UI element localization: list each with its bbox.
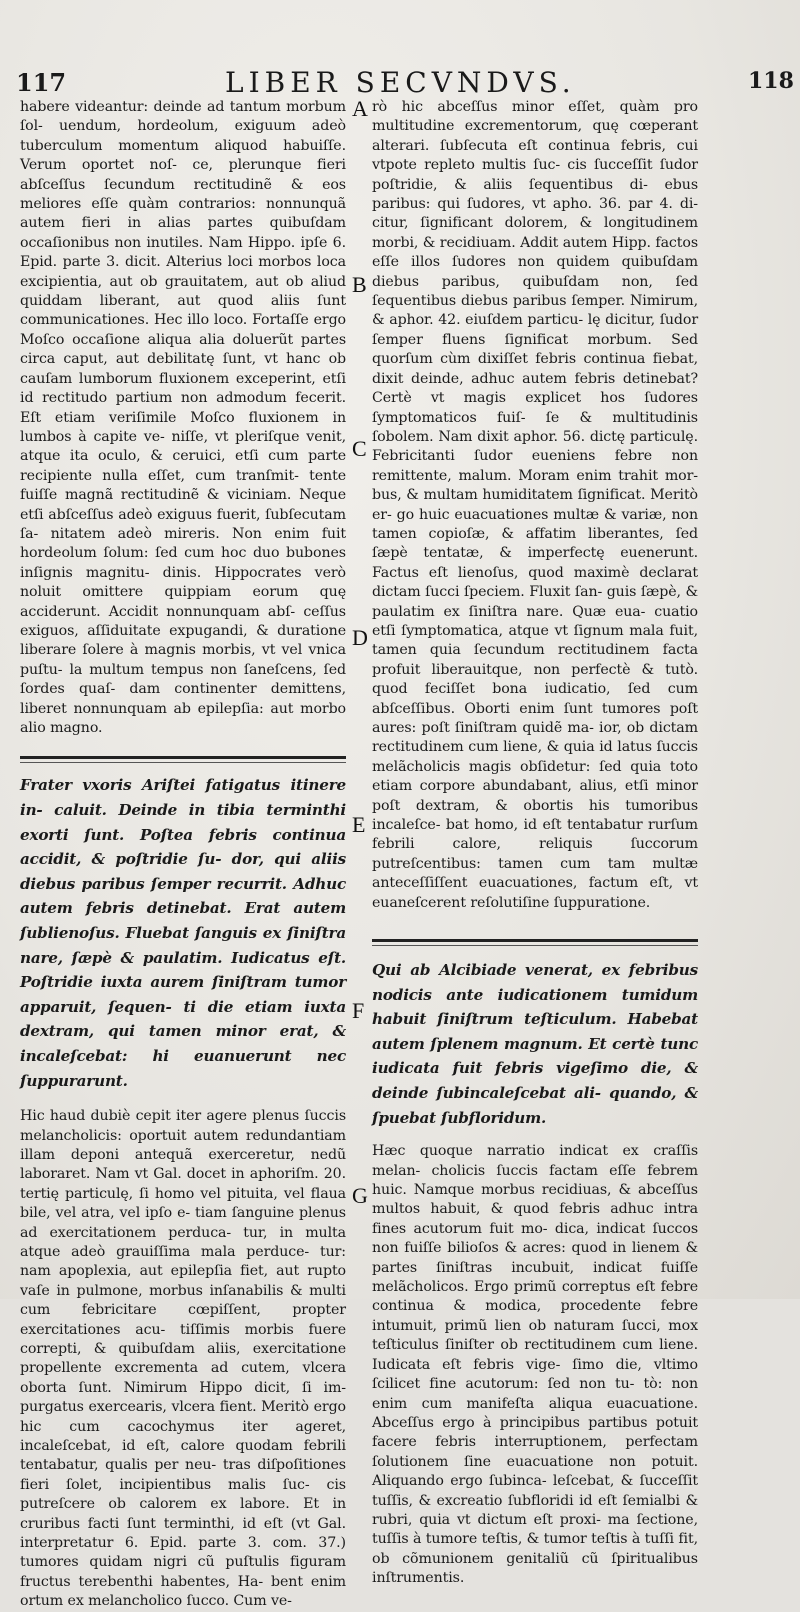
right-column [372,98,698,1589]
margin-letter-e: E [352,812,366,837]
running-title: LIBER SECVNDVS. [225,66,576,99]
margin-letter-b: B [352,272,367,297]
margin-letter-c: C [352,436,367,461]
folio-number-right: 118 [748,68,794,94]
left-column [20,98,346,1612]
commentary-paragraph: Hic haud dubiè cepit iter agere plenus ſuccis melancholicis: oportuit autem redundantiam illam deponi antequã exerceretur, nedũ laboraret. Nam vt Gal. docet in aphoriſm. 20. tertię particulę, ſi homo vel pituita, vel flaua bile, vel atra, vel ipſo e- tiam ſanguine plenus ad exercitationem perduca- tur, in multa atque adeò grauiſſima mala perduce- tur: nam apoplexia, aut epilepſia fiet, aut rupto vaſe in pulmone, morbus inſanabilis & multi cum febricitare cœpiſſent, propter exercitationes acu- tiſſimis morbis fuere correpti, & quibuſdam aliis, exercitatione propellente excrementa ad cutem, vlcera oborta ſunt. Nimirum Hippo dicit, ſi im- purgatus exercearis, vlcera fient. Meritò ergo hic cum cacochymus iter ageret, incaleſcebat, id eſt, calore quodam febrili tentabatur, qualis per neu- tras diſpoſitiones fieri ſolet, incipientibus malis ſuc- cis putreſcere ob calorem ex labore. Et in cruribus facti ſunt terminthi, id eſt (vt Gal. interpretatur 6. Epid. parte 3. com. 37.) tumores quidam nigri cũ puſtulis figuram fructus terebenthi habentes, Ha- bent enim ortum ex melancholico ſucco. Cum ve- [20,1108,346,1610]
margin-letter-d: D [352,625,368,650]
margin-letter-g: G [352,1183,368,1208]
section-divider [20,756,346,759]
folio-number-left: 117 [16,68,67,97]
margin-letter-f: F [352,998,365,1023]
case-history: Qui ab Alcibiade venerat, ex febribus nodicis ante iudicationem tumidum habuit ſiniſtrum teſticulum. Habebat autem ſplenem magnum. Et certè tunc iudicata fuit febris vigeſimo die, & deinde ſubincaleſcebat ali- quando, & ſpuebat ſubfloridum. [372,961,698,1127]
margin-letter-a: A [352,96,368,121]
commentary-paragraph: rò hic abceſſus minor eſſet, quàm pro multitudine excrementorum, quę cœperant alterari. ſubſecuta eſt continua febris, cui vtpote repleto multis ſuc- cis ſucceſſit ſudor poſtridie, & aliis ſequentibus di- ebus paribus: qui ſudores, vt apho. 36. par 4. di- citur, ſignificant dolorem, & longitudinem morbi, & recidiuam. Addit autem Hipp. factos eſſe illos ſudores non quidem quibuſdam diebus paribus, quibuſdam non, ſed ſequentibus diebus paribus ſemper. Nimirum, & aphor. 42. eiuſdem particu- lę dicitur, ſudor ſemper fluens ſignificat morbum. Sed quorſum cùm dixiſſet febris continua fiebat, dixit deinde, adhuc autem febris detinebat? Certè vt magis explicet hos ſudores ſymptomaticos fuiſ- ſe & multitudinis ſobolem. Nam dixit aphor. 56. dictę particulę. Febricitanti ſudor eueniens febre non remittente, malum. Moram enim trahit mor- bus, & multam humiditatem ſignificat. Meritò er- go huic euacuationes multæ & variæ, non tamen copioſæ, & affatim liberantes, ſed ſæpè tentatæ, & imperfectę euenerunt. Factus eſt lienoſus, quod maximè declarat dictam ſucci ſpeciem. Fluxit ſan- guis ſæpè, & paulatim ex ſiniſtra nare. Quæ eua- cuatio etſi ſymptomatica, atque vt ſignum mala fuit, tamen quia ſecundum rectitudinem facta profuit liberauitque, non perfectè & tutò. quod feciſſet bona iudicatio, ſed cum abſceſſibus. Oborti enim ſunt tumores poſt aures: poſt ſiniſtram quidẽ ma- ior, ob dictam rectitudinem cum liene, & quia id latus ſuccis melãcholicis magis obſidetur: ſed quia toto etiam corpore abundabant, alius, etſi minor poſt dextram, & obortis his tumoribus incaleſce- bat homo, id eſt tentabatur rurſum febrili calore, reliquis ſuccorum putreſcentibus: tamen cum tam multæ anteceſſiſſent euacuationes, factum eſt, vt euaneſcerent reſolutiſine ſuppuratione. [372,99,698,911]
section-divider [372,939,698,942]
page-header [0,62,800,102]
commentary-paragraph: Hæc quoque narratio indicat ex craſſis melan- cholicis ſuccis factam eſſe febrem huic. Namque morbus recidiuas, & abceſſus multos habuit, & quod febris adhuc intra fines acutorum fuit mo- dica, indicat ſuccos non fuiſſe bilioſos & acres: quod in lienem & partes ſiniſtras incubuit, indicat fuiſſe melãcholicos. Ergo primũ correptus eſt febre continua & modica, procedente febre intumuit, primũ lien ob naturam ſucci, mox teſticulus ſiniſter ob rectitudinem cum liene. Iudicata eſt febris vige- ſimo die, vltimo ſcilicet fine acutorum: ſed non tu- tò: non enim cum manifeſta aliqua euacuatione. Abceſſus ergo à principibus partibus potuit facere febris interruptionem, perfectam ſolutionem ſine euacuatione non potuit. Aliquando ergo ſubinca- leſcebat, & ſucceſſit tuſſis, & excreatio ſubfloridi id eſt ſemialbi & rubri, quia vt dictum eſt proxi- ma ſectione, tuſſis à tumore teſtis, & tumor teſtis à tuſſi fit, ob cõmunionem genitaliũ cũ ſpiritualibus inſtrumentis. [372,1143,698,1587]
commentary-paragraph: habere videantur: deinde ad tantum morbum ſol- uendum, hordeolum, exiguum adeò tuberculum momentum aliquod habuiſſe. Verum oportet noſ- ce, plerunque fieri abſceſſus ſecundum rectitudinẽ & eos meliores eſſe quàm contrarios: nonnunquã autem fieri in alias partes quibuſdam occaſionibus non inutiles. Nam Hippo. ipſe 6. Epid. parte 3. dicit. Alterius loci morbos loca excipientia, aut ob grauitatem, aut ob aliud quiddam liberant, aut quod aliis ſunt communicationes. Hec illo loco. Fortaſſe ergo Moſco occaſione aliqua alia doluerũt partes circa caput, aut debilitatę ſunt, vt hanc ob cauſam lumborum fluxionem exceperint, etſi id rectitudo partium non admodum fecerit. Eſt etiam veriſimile Moſco fluxionem in lumbos à capite ve- niſſe, vt pleriſque venit, atque ita oculo, & ceruici, etſi cum parte recipiente nulla eſſet, cum tranſmit- tente fuiſſe magnã rectitudinẽ & viciniam. Neque etſi abſceſſus adeò exiguus fuerit, ſubſecutam ſa- nitatem adeò mireris. Non enim fuit hordeolum ſolum: ſed cum hoc duo bubones inſignis magnitu- dinis. Hippocrates verò noluit omittere quippiam eorum quę acciderunt. Accidit nonnunquam abſ- ceſſus exiguos, aſſiduitate expugandi, & duratione liberare ſolere à magnis morbis, vt vel vnica puſtu- la multum tempus non ſaneſcens, ſed ſordes quaſ- dam continenter demittens, liberet nonnunquam ab epilepſia: aut morbo alio magno. [20,99,346,736]
case-history: Frater vxoris Ariſtei fatigatus itinere in- caluit. Deinde in tibia terminthi exorti ſunt. Poſtea febris continua accidit, & poſtridie ſu- dor, qui aliis diebus paribus ſemper recurrit. Adhuc autem febris detinebat. Erat autem ſublienoſus. Fluebat ſanguis ex ſiniſtra nare, ſæpè & paulatim. Iudicatus eſt. Poſtridie iuxta aurem ſiniſtram tumor apparuit, ſequen- ti die etiam iuxta dextram, qui tamen minor erat, & incaleſcebat: hi euanuerunt nec ſuppurarunt. [20,776,346,1090]
